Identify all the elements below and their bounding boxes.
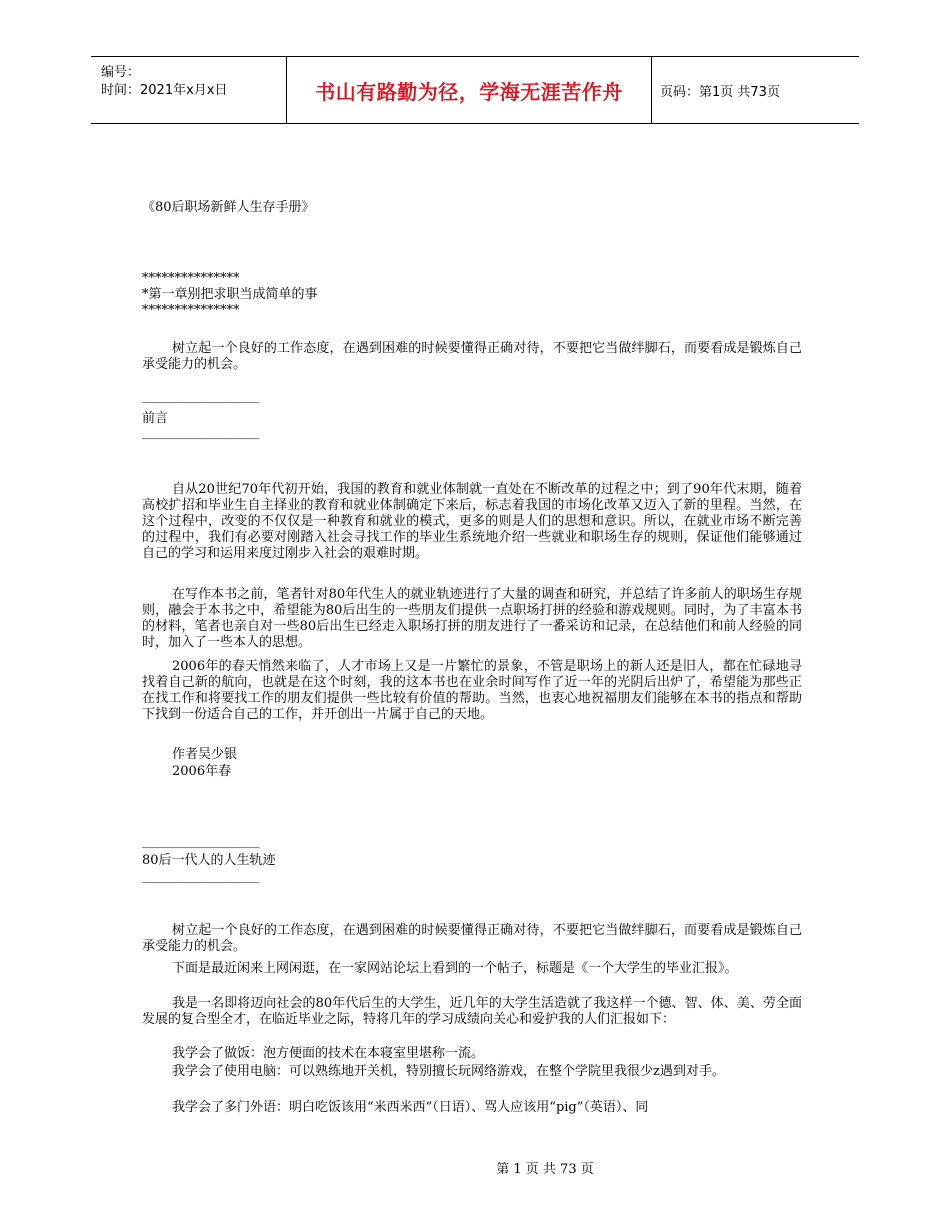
section2-paragraph-3: 我是一名即将迈向社会的80年代后生的大学生，近几年的大学生活造就了我这样一个德、智、体、美、劳全面发展的复合型全才，在临近毕业之际，特将几年的学习成绩向关心和爱护我的人们汇报如下： (142, 996, 802, 1027)
divider-bottom: _______________ (142, 425, 260, 440)
preface-author: 作者吴少银 (172, 747, 238, 762)
motto-text: 书山有路勤为径，学海无涯苦作舟 (315, 79, 623, 104)
section2-paragraph-1: 树立起一个良好的工作态度，在遇到困难的时候要懂得正确对待，不要把它当做绊脚石，而要看成是锻炼自己承受能力的机会。 (142, 923, 802, 954)
book-title: 《80后职场新鲜人生存手册》 (142, 200, 315, 215)
preface-date: 2006年春 (172, 764, 232, 779)
stars-bottom: *************** (142, 303, 240, 318)
section2-paragraph-6: 我学会了多门外语：明白吃饭该用“米西米西”（日语）、骂人应该用“pig”（英语）、同 (172, 1100, 649, 1115)
header-page-cell (652, 57, 859, 123)
preface-paragraph-1: 自从20世纪70年代初开始，我国的教育和就业体制就一直处在不断改革的过程之中；到了90年代末期，随着高校扩招和毕业生自主择业的教育和就业体制确定下来后，标志着我国的市场化改革又迈入了新的里程。当然，在这个过程中，改变的不仅仅是一种教育和就业的模式，更多的则是人们的思想和意识。所以，在就业市场不断完善的过程中，我们有必要对刚踏入社会寻找工作的毕业生系统地介绍一些就业和职场生存的规则，保证他们能够通过自己的学习和运用来度过刚步入社会的艰难时期。 (142, 482, 802, 561)
preface-paragraph-2: 在写作本书之前，笔者针对80年代生人的就业轨迹进行了大量的调查和研究，并总结了许多前人的职场生存规则，融会于本书之中，希望能为80后出生的一些朋友们提供一点职场打拼的经验和游戏规则。同时，为了丰富本书的材料，笔者也亲自对一些80后出生已经走入职场打拼的朋友进行了一番采访和记录，在总结他们和前人经验的同时，加入了一些本人的思想。 (142, 587, 802, 650)
preface-paragraph-3: 2006年的春天悄然来临了，人才市场上又是一片繁忙的景象，不管是职场上的新人还是旧人，都在忙碌地寻找着自己新的航向，也就是在这个时刻，我的这本书也在业余时间写作了近一年的光阴后出炉了，希望能为那些正在找工作和将要找工作的朋友们提供一些比较有价值的帮助。当然，也衷心地祝福朋友们能够在本书的指点和帮助下找到一份适合自己的工作，并开创出一片属于自己的天地。 (142, 659, 802, 722)
divider-bottom-2: _______________ (142, 869, 260, 884)
section2-paragraph-4: 我学会了做饭：泡方便面的技术在本寝室里堪称一流。 (172, 1046, 485, 1061)
header-meta-cell (91, 57, 287, 123)
stars-top: *************** (142, 271, 240, 286)
section2-heading: 80后一代人的人生轨迹 (142, 853, 276, 868)
section2-paragraph-5: 我学会了使用电脑：可以熟练地开关机，特别擅长玩网络游戏，在整个学院里我很少z遇到对手。 (172, 1064, 725, 1079)
divider-top: _______________ (142, 389, 260, 404)
page-footer (0, 1158, 950, 1177)
header-motto-cell (287, 57, 652, 123)
divider-top-2: _______________ (142, 834, 260, 849)
intro-paragraph: 树立起一个良好的工作态度，在遇到困难的时候要懂得正确对待，不要把它当做绊脚石，而要看成是锻炼自己承受能力的机会。 (142, 341, 802, 372)
time-label: 时间：2021年x月x日 (101, 83, 228, 98)
chapter-heading: *第一章别把求职当成简单的事 (142, 287, 318, 302)
preface-heading: 前言 (142, 411, 169, 426)
section2-paragraph-2: 下面是最近闲来上网闲逛，在一家网站论坛上看到的一个帖子，标题是《一个大学生的毕业汇报》。 (172, 961, 738, 976)
document-header (91, 56, 859, 124)
footer-page-number: 第 1 页 共 73 页 (496, 1162, 594, 1177)
page-info: 页码：第1页 共73页 (660, 84, 780, 100)
number-label: 编号： (101, 65, 141, 80)
